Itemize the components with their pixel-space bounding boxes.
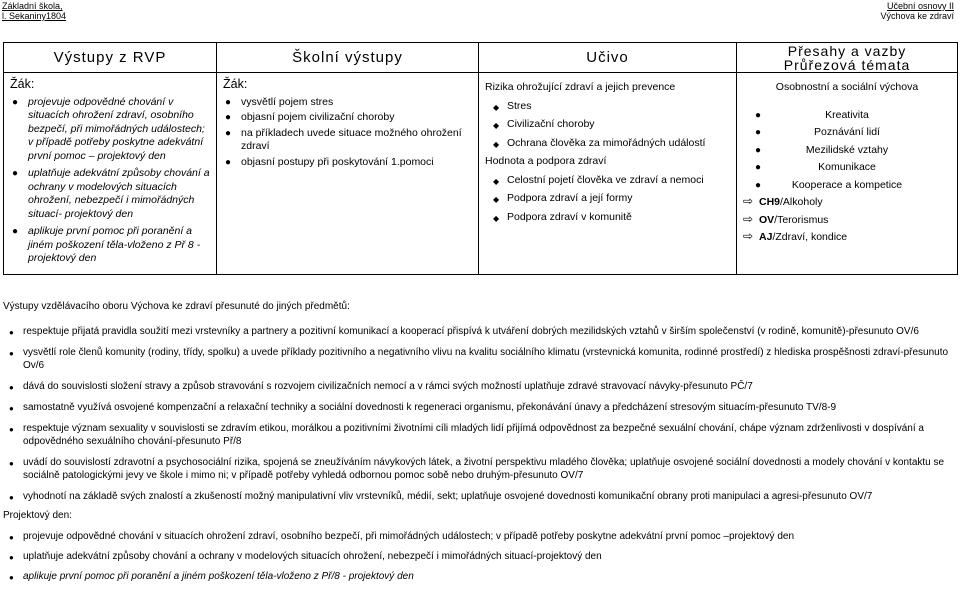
school-header xyxy=(2,1,66,21)
list-item-text: uvádí do souvislostí zdravotní a psychosociální rizika, spojená se zneužíváním návykových látek, a životní perspektivu mladého člověka; uplatňuje osvojené sociální dovednosti a modely chování v kontaktu se sociálně patologickými jevy ve škole i mimo ni; v případě potřeby vyhledá odbornou pomoc sobě nebo druhým-přesunuto OV/7 xyxy=(23,457,945,481)
curriculum-table xyxy=(3,42,958,275)
list-item-text: dává do souvislosti složení stravy a způsob stravování s rozvojem civilizačních nemocí a v rámci svých možností uplatňuje zdravé stravovací návyky-přesunuto PČ/7 xyxy=(23,381,753,392)
list-item: ● respektuje význam sexuality v souvislosti se zdravím etikou, morálkou a pozitivními životními cíli mladých lidí přijímá odpovědnost za bezpečné sexuální chování, chápe význam zdrženlivosti v dospívání a odpovědného sexuálního chování-přesunuto Př/8 xyxy=(9,423,924,447)
section-title: Výstupy vzdělávacího oboru Výchova ke zdraví přesunuté do jiných předmětů: xyxy=(3,301,350,312)
list-item: ● Kreativita xyxy=(755,108,869,121)
list-item-text: projevuje odpovědné chování v situacích ohrožení zdraví, osobního bezpečí, při mimořádných událostech; v případě potřeby poskytne adekvátní první pomoc – projektový den xyxy=(28,95,205,162)
relation-text: /Terorismus xyxy=(774,213,829,226)
list-item-text: respektuje význam sexuality v souvislosti se zdravím etikou, morálkou a pozitivními životními cíli mladých lidí přijímá odpovědnost za bezpečné sexuální chování, chápe význam zdrženlivosti v dospívání a odpovědného sexuálního chování-přesunuto Př/8 xyxy=(23,423,924,447)
header-cross-topics-line1: Přesahy a vazby xyxy=(787,42,907,59)
list-item: ◆ Celostní pojetí člověka ve zdraví a nemoci xyxy=(493,173,704,186)
list-item-text: Stres xyxy=(507,99,532,112)
list-item: ● vysvětlí role členů komunity (rodiny, třídy, spolku) a uvede příklady pozitivního a negativního vlivu na kvalitu sociálního klimatu (vrstevnická komunita, rodinné prostředí) z hlediska prospěšnosti zdraví-přesunuto Ov/6 xyxy=(9,347,949,371)
list-item-text: Podpora zdraví v komunitě xyxy=(507,210,632,223)
document-header xyxy=(880,1,954,21)
school-outcomes-cell xyxy=(217,73,479,275)
list-item: ● uplatňuje adekvátní způsoby chování a ochrany v modelových situacích ohrožení, nebezpečí i mimořádných situací-projektový den xyxy=(9,551,602,562)
list-item-text: Podpora zdraví a její formy xyxy=(507,192,633,204)
list-item-text: Kooperace a kompetice xyxy=(791,178,903,191)
moved-outcomes-section xyxy=(3,300,953,590)
list-item-text: Mezilidské vztahy xyxy=(805,143,889,156)
relation-text: /Alkoholy xyxy=(780,196,823,208)
subject-code: AJ xyxy=(759,231,773,243)
header-rvp-outcomes: Výstupy z RVP xyxy=(4,43,217,73)
header-cross-topics xyxy=(737,43,958,73)
list-item: ◆ Podpora zdraví v komunitě xyxy=(493,210,632,223)
school-address: l. Sekaniny1804 xyxy=(2,11,67,21)
pupil-label: Žák: xyxy=(223,77,248,91)
list-item: ◆ Civilizační choroby xyxy=(493,118,595,130)
header-cross-topics-line2: Průřezová témata xyxy=(783,56,911,73)
list-item: ◆ Ochrana člověka za mimořádných událostí xyxy=(493,136,706,149)
list-item-text: objasní postupy při poskytování 1.pomoci xyxy=(241,155,434,168)
list-item-text: na příkladech uvede situace možného ohrožení zdraví xyxy=(241,126,462,152)
list-item-text: samostatně využívá osvojené kompenzační a relaxační techniky a sociální dovednosti k regeneraci organismu, překonávání únavy a předcházení stresovým situacím-přesunuto TV/8-9 xyxy=(23,402,837,413)
list-item-text: Poznávání lidí xyxy=(814,126,880,138)
document-title: Učební osnovy II xyxy=(886,1,954,11)
topic-heading: Osobnostní a sociální výchova xyxy=(775,81,919,93)
list-item: ● Poznávání lidí xyxy=(755,126,880,138)
list-item: ● dává do souvislosti složení stravy a způsob stravování s rozvojem civilizačních nemocí a v rámci svých možností uplatňuje zdravé stravovací návyky-přesunuto PČ/7 xyxy=(9,381,753,392)
list-item-text: vysvětlí pojem stres xyxy=(241,95,334,108)
list-item-text: Celostní pojetí člověka ve zdraví a nemoci xyxy=(507,173,704,186)
pupil-label: Žák: xyxy=(10,77,35,91)
list-item-text: Ochrana člověka za mimořádných událostí xyxy=(507,136,706,149)
list-item: ● respektuje přijatá pravidla soužití mezi vrstevníky a partnery a pozitivní komunikací a kooperací přispívá k utváření dobrých mezilidských vztahů v širším společenství (v rodině, komunitě)-přesunuto OV/6 xyxy=(9,326,919,337)
list-item: ● objasní postupy při poskytování 1.pomoci xyxy=(225,155,434,168)
arrow-icon: ⇨ xyxy=(743,194,754,208)
list-item-text: vyhodnotí na základě svých znalostí a zkušeností možný manipulativní vliv vrstevníků, médií, sekt; uplatňuje osvojené dovednosti komunikační obrany proti manipulaci a agresi-přesunuto OV/7 xyxy=(23,491,873,502)
list-item: ● uvádí do souvislostí zdravotní a psychosociální rizika, spojená se zneužíváním návykových látek, a životní perspektivu mladého člověka; uplatňuje osvojené sociální dovednosti a modely chování v kontaktu se sociálně patologickými jevy ve škole i mimo ni; v případě potřeby vyhledá odbornou pomoc sobě nebo druhým-přesunuto OV/7 xyxy=(9,457,945,481)
cross-topics-cell xyxy=(737,73,958,275)
list-item: ◆ Stres xyxy=(493,99,532,112)
list-item-text: uplatňuje adekvátní způsoby chování a ochrany v modelových situacích ohrožení, nebezpečí i mimořádných situací-projektový den xyxy=(23,551,602,562)
header-school-outcomes: Školní výstupy xyxy=(217,43,479,73)
relation-item xyxy=(743,196,951,210)
list-item-text: Civilizační choroby xyxy=(507,118,595,130)
list-item: ● uplatňuje adekvátní způsoby chování a ochrany v modelových situacích ohrožení, nebezpečí i mimořádných situací- projektový den xyxy=(12,167,210,220)
list-item: ● projevuje odpovědné chování v situacích ohrožení zdraví, osobního bezpečí, při mimořádných událostech; v případě potřeby poskytne adekvátní první pomoc –projektový den xyxy=(9,531,795,542)
list-item: ● aplikuje první pomoc při poranění a jiném poškození těla-vloženo z Př 8 - projektový den xyxy=(12,225,201,264)
list-item: ● projevuje odpovědné chování v situacích ohrožení zdraví, osobního bezpečí, při mimořádných událostech; v případě potřeby poskytne adekvátní první pomoc – projektový den xyxy=(12,95,205,162)
list-item-text: uplatňuje adekvátní způsoby chování a ochrany v modelových situacích ohrožení, nebezpečí i mimořádných situací- projektový den xyxy=(28,167,210,220)
list-item-text: Kreativita xyxy=(825,108,869,121)
school-name: Základní škola, xyxy=(2,1,63,11)
list-item: ● vyhodnotí na základě svých znalostí a zkušeností možný manipulativní vliv vrstevníků, médií, sekt; uplatňuje osvojené dovednosti komunikační obrany proti manipulaci a agresi-přesunuto OV/7 xyxy=(9,491,873,502)
relation-item xyxy=(743,211,951,228)
list-item: ● Kooperace a kompetice xyxy=(755,178,903,191)
topic-heading: Rizika ohrožující zdraví a jejich prevence xyxy=(485,81,676,93)
list-item: ● samostatně využívá osvojené kompenzační a relaxační techniky a sociální dovednosti k regeneraci organismu, překonávání únavy a předcházení stresovým situacím-přesunuto TV/8-9 xyxy=(9,402,837,413)
list-item-text: aplikuje první pomoc při poranění a jiném poškození těla-vloženo z Př/8 - projektový den xyxy=(23,571,414,582)
rvp-outcomes-cell xyxy=(4,73,217,275)
list-item: ● Komunikace xyxy=(755,161,876,173)
header-curriculum: Učivo xyxy=(479,43,737,73)
arrow-icon: ⇨ xyxy=(743,229,754,243)
list-item-text: Komunikace xyxy=(818,161,876,173)
list-item-text: projevuje odpovědné chování v situacích ohrožení zdraví, osobního bezpečí, při mimořádných událostech; v případě potřeby poskytne adekvátní první pomoc –projektový den xyxy=(23,531,795,542)
subject-code: CH9 xyxy=(759,196,781,208)
subject-code: OV xyxy=(759,213,775,226)
list-item-text: vysvětlí role členů komunity (rodiny, třídy, spolku) a uvede příklady pozitivního a negativního vlivu na kvalitu sociálního klimatu (vrstevnická komunita, rodinné prostředí) z hlediska prospěšnosti zdraví-přesunuto Ov/6 xyxy=(23,347,949,371)
list-item: ● aplikuje první pomoc při poranění a jiném poškození těla-vloženo z Př/8 - projektový den xyxy=(9,571,414,582)
list-item: ◆ Podpora zdraví a její formy xyxy=(493,192,633,204)
relation-text: /Zdraví, kondice xyxy=(772,231,848,243)
project-day-title: Projektový den: xyxy=(3,510,72,521)
subject-name: Výchova ke zdraví xyxy=(880,11,954,21)
list-item: ● objasní pojem civilizační choroby xyxy=(225,111,395,123)
list-item-text: respektuje přijatá pravidla soužití mezi vrstevníky a partnery a pozitivní komunikací a kooperací přispívá k utváření dobrých mezilidských vztahů v širším společenství (v rodině, komunitě)-přesunuto OV/6 xyxy=(23,326,919,337)
arrow-icon: ⇨ xyxy=(743,211,754,226)
list-item: ● Mezilidské vztahy xyxy=(755,143,889,156)
list-item-text: objasní pojem civilizační choroby xyxy=(241,111,395,123)
list-item: ● na příkladech uvede situace možného ohrožení zdraví xyxy=(225,126,462,152)
topic-heading: Hodnota a podpora zdraví xyxy=(485,155,607,167)
curriculum-cell xyxy=(479,73,737,275)
list-item: ● vysvětlí pojem stres xyxy=(225,95,334,108)
relation-item xyxy=(743,231,951,245)
list-item-text: aplikuje první pomoc při poranění a jiném poškození těla-vloženo z Př 8 - projektový den xyxy=(28,225,201,264)
